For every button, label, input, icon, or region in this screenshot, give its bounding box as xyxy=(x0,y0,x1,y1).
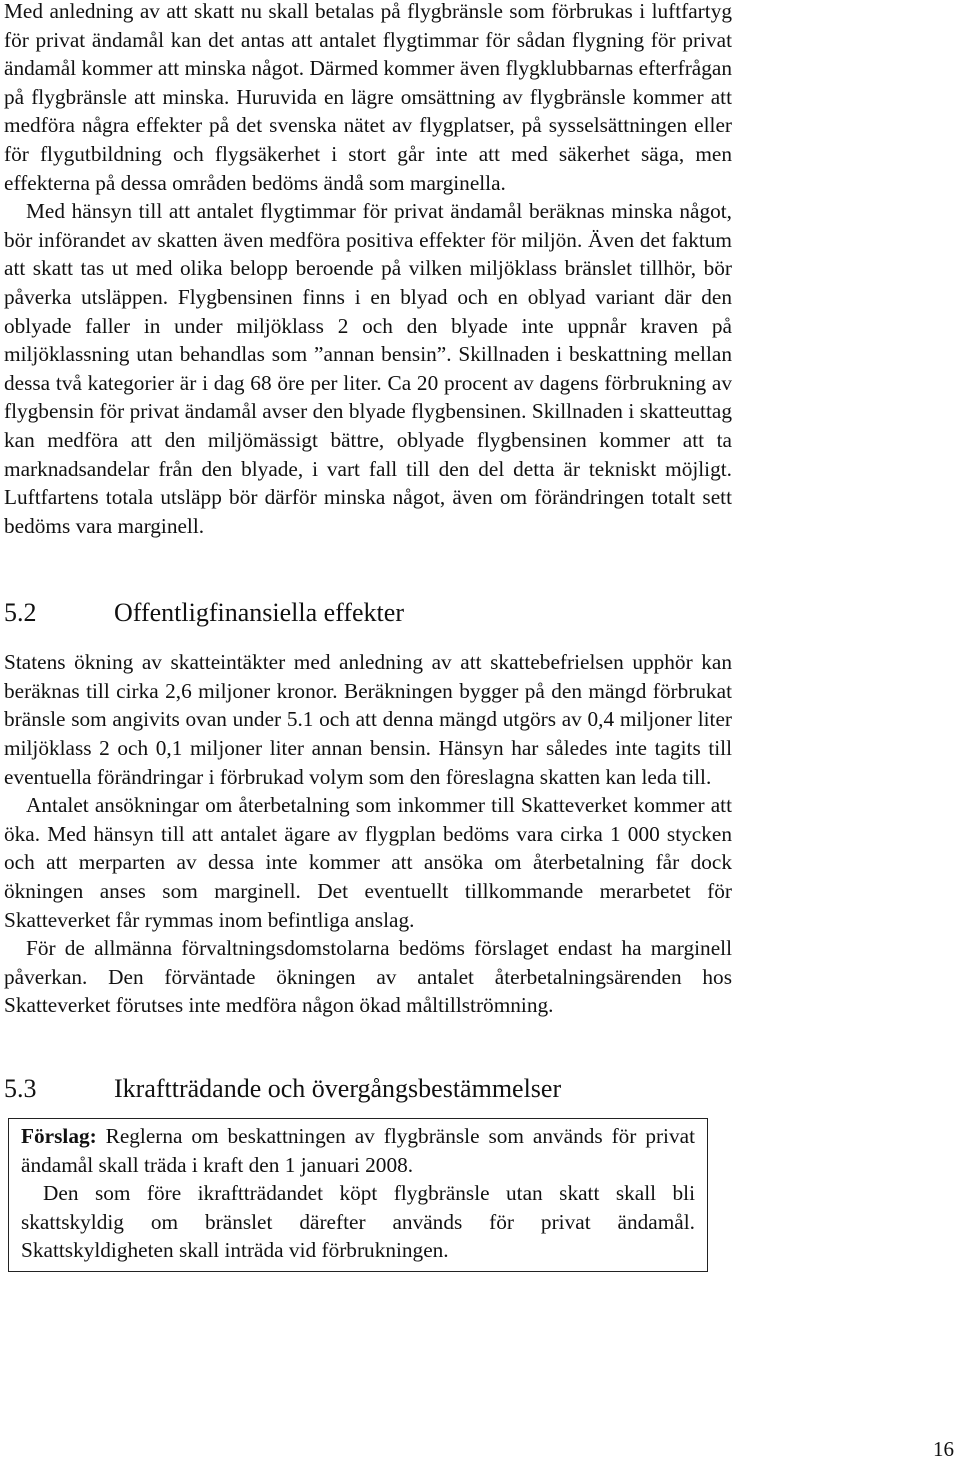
proposal-paragraph xyxy=(21,1122,695,1179)
page-number: 16 xyxy=(933,1437,954,1461)
section-heading-5-3 xyxy=(4,1072,732,1106)
proposal-label: Förslag: xyxy=(21,1124,97,1148)
paragraph-applications: Antalet ansökningar om återbetalning som inkommer till Skatteverket kommer att öka. Med hänsyn till att antalet ägare av flygplan bedöms vara cirka 1 000 stycken och att merparten av dessa inte kommer att ansöka om återbetalning får dock ökningen anses som marginell. Det eventuellt tillkommande merarbetet för Skatteverket får rymmas inom befintliga anslag. xyxy=(4,793,732,932)
paragraph-courts: För de allmänna förvaltningsdomstolarna bedöms förslaget endast ha marginell påverkan. Den förväntade ökningen av antalet återbetalningsärenden hos Skatteverket förutses inte medföra någon ökad måltillströmning. xyxy=(4,936,732,1018)
proposal-paragraph-2: Den som före ikraftträdandet köpt flygbränsle utan skatt skall bli skattskyldig om bränslet därefter används för privat ändamål. Skattskyldigheten skall inträda vid förbrukningen. xyxy=(21,1181,695,1263)
section-heading-5-2 xyxy=(4,596,732,630)
proposal-text: Reglerna om beskattningen av flygbränsle som används för privat ändamål skall träda i kraft den 1 januari 2008. xyxy=(21,1124,695,1177)
section-title: Ikraftträdande och övergångsbestämmelser xyxy=(114,1074,562,1103)
section-number: 5.3 xyxy=(4,1074,37,1103)
section-title: Offentligfinansiella effekter xyxy=(114,598,404,628)
section-number: 5.2 xyxy=(4,598,37,628)
proposal-box xyxy=(8,1118,708,1272)
paragraph-environment-effects: Med hänsyn till att antalet flygtimmar för privat ändamål beräknas minska något, bör införandet av skatten även medföra positiva effekter för miljön. Även det faktum att skatt tas ut med olika belopp beroende på vilken miljöklass bränslet tillhör, bör påverka utsläppen. Flygbensinen finns i en blyad och en oblyad variant där den oblyade faller in under miljöklass 2 och den blyade inte uppnår kraven på miljöklassning utan behandlas som ”annan bensin”. Skillnaden i beskattning mellan dessa två kategorier är i dag 68 öre per liter. Ca 20 procent av dagens förbrukning av flygbensin för privat ändamål avser den blyade flygbensinen. Skillnaden i skatteuttag kan medföra att den miljömässigt bättre, oblyade flygbensinen kommer att ta marknadsandelar från den blyade, i vart fall till den del detta är tekniskt möjligt. Luftfartens totala utsläpp bör därför minska något, även om förändringen totalt sett bedöms vara marginell. xyxy=(4,199,732,538)
paragraph-flight-hours-effects: Med anledning av att skatt nu skall betalas på flygbränsle som förbrukas i luftfartyg för privat ändamål kan det antas att antalet flygtimmar för sådan flygning för privat ändamål kommer att minska något. Därmed kommer även flygklubbarnas efterfrågan på flygbränsle att minska. Huruvida en lägre omsättning av flygbränsle kommer att medföra några effekter på det svenska nätet av flygplatser, på sysselsättningen eller för flygutbildning och flygsäkerhet i stort går inte att med säkerhet säga, men effekterna på dessa områden bedöms ändå som marginella. xyxy=(4,0,732,195)
paragraph-tax-revenue: Statens ökning av skatteintäkter med anledning av att skattebefrielsen upphör kan beräknas till cirka 2,6 miljoner kronor. Beräkningen bygger på den mängd förbrukat bränsle som angivits ovan under 5.1 och att denna mängd utgörs av 0,4 miljoner liter miljöklass 2 och 0,1 miljoner liter annan bensin. Hänsyn har således inte tagits till eventuella förändringar i förbrukad volym som den föreslagna skatten kan leda till. xyxy=(4,650,732,789)
document-page xyxy=(4,0,732,1272)
